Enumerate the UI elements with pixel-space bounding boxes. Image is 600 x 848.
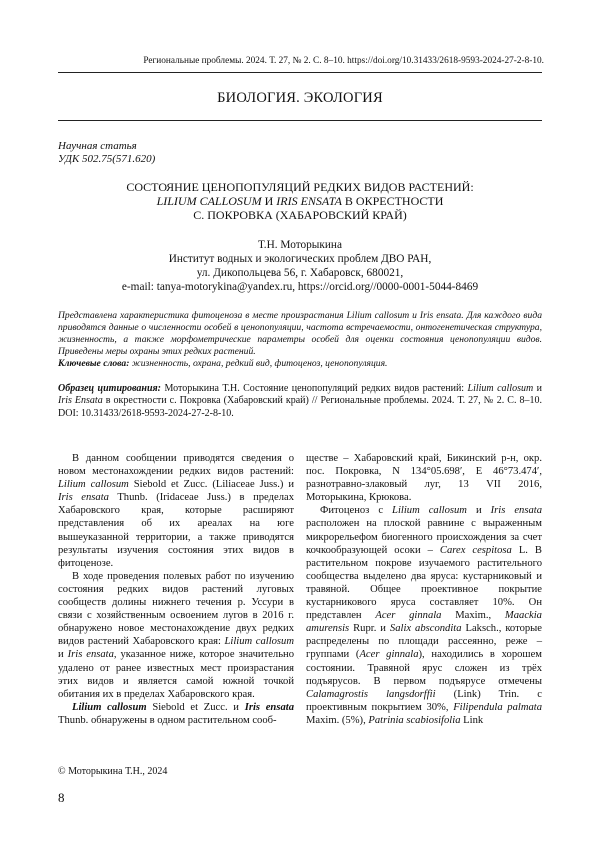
- body-column-left: [58, 452, 294, 727]
- author-name: Т.Н. Моторыкина: [258, 239, 342, 251]
- paragraph: ществе – Хабаровский край, Бикинский р-н, окр. пос. Покровка, N 134°05.698′, E 46°73.474′, разнотравно-злаковый луг, 13 VII 2016, Моторыкина, Крюкова.: [306, 453, 542, 504]
- text-run: Rupr. и: [349, 623, 390, 635]
- citation-label: Образец цитирования:: [58, 383, 162, 394]
- citation-text: Моторыкина Т.Н. Состояние ценопопуляций редких видов растений:: [161, 383, 468, 394]
- species-name: Acer ginnala: [375, 610, 442, 622]
- citation-rest[interactable]: в окрестности с. Покровка (Хабаровский край) // Региональные проблемы. 2024. Т. 27, № 2. С. 8–10. DOI: 10.31433/2618-9593-2024-27-2-8-10.: [58, 395, 543, 419]
- species-name: Iris ensata: [67, 649, 114, 661]
- title-line-3: С. ПОКРОВКА (ХАБАРОВСКИЙ КРАЙ): [193, 208, 407, 222]
- title-line-2-rest: В ОКРЕСТНОСТИ: [341, 194, 444, 208]
- text-run: Laksch., которые распределены по площади рассеянно, реже – группами (: [306, 623, 542, 661]
- author-block: [58, 238, 542, 294]
- text-run: Maxim.,: [441, 610, 505, 622]
- title-and: И: [261, 194, 277, 208]
- species-name: Filipendula palmata: [453, 701, 543, 713]
- species-name: Iris ensata: [58, 492, 109, 504]
- keywords: [58, 358, 542, 370]
- citation-species-1: Lilium callosum: [467, 383, 534, 394]
- citation-species-2: Iris Ensata: [58, 395, 103, 407]
- species-name: Calamagrostis langsdorffii: [306, 688, 436, 700]
- text-run: ), находились в хорошем состоянии. Травяной ярус сложен из трёх подъярусов. В первом подъярусе отмечены: [306, 649, 542, 687]
- title-line-1: СОСТОЯНИЕ ЦЕНОПОПУЛЯЦИЙ РЕДКИХ ВИДОВ РАСТЕНИЙ:: [126, 180, 474, 194]
- journal-header: Региональные проблемы. 2024. Т. 27, № 2. С. 8–10. https://doi.org/10.31433/2618-9593-2024-27-2-8-10.: [143, 56, 544, 66]
- author-address: ул. Дикопольцева 56, г. Хабаровск, 680021,: [196, 267, 404, 279]
- text-run: Фитоценоз с: [320, 505, 393, 517]
- species-name: Lilium callosum: [72, 701, 147, 713]
- text-run: Thunb. обнаружены в одном растительном сооб-: [58, 714, 277, 726]
- title-line-2: [58, 194, 542, 208]
- paragraph: [58, 570, 294, 701]
- header-rule: [58, 72, 542, 73]
- title-species-1: LILIUM CALLOSUM: [156, 194, 262, 208]
- species-name: Maackia amurensis: [306, 610, 542, 635]
- article-title: [58, 180, 542, 222]
- text-run: (Link) Trin. с проективным покрытием 30%,: [306, 688, 542, 713]
- abstract: Представлена характеристика фитоценоза в месте произрастания Lilium callosum и Iris ensata. Для каждого вида приводятся данные о численности особей в ценопопуляции, частота встречаемости, онтогенетическая структура, жизненность, а также морфометрические параметры особей для оценки состояния ценопопуляции видов. Приведены меры охраны этих редких растений.: [58, 310, 542, 357]
- paragraph: [306, 504, 542, 727]
- text-run: Siebold et Zucc. (Liliaceae Juss.) и: [128, 479, 295, 491]
- section-heading: БИОЛОГИЯ. ЭКОЛОГИЯ: [217, 90, 383, 106]
- species-name: Iris ensata: [490, 505, 542, 517]
- text-run: , указанное ниже, которое значительно удалено от ранее известных мест произрастания этих видов и является самой южной точкой обитания их в пределах Хабаровского края.: [58, 649, 294, 700]
- keywords-text: жизненность, охрана, редкий вид, фитоценоз, ценопопуляция.: [129, 358, 388, 369]
- text-run: расположен на плоской равнине с выраженным микрорельефом биогенного происхождения за счет кочкообразующей осоки –: [306, 518, 542, 556]
- citation: [58, 383, 542, 420]
- text-run: Link: [460, 714, 484, 726]
- paragraph: [58, 701, 294, 727]
- species-name: Lilium callosum: [392, 505, 467, 517]
- text-run: L. В растительном покрове изучаемого растительного сообщества выделено два яруса: кустарниковый и травяной. Общее проективное покрытие кустарникового яруса составляет 10%. Он представлен: [306, 544, 542, 622]
- text-run: Siebold et Zucc. и: [146, 701, 245, 713]
- page-number: 8: [58, 790, 65, 805]
- text-run: Maxim. (5%),: [306, 714, 369, 726]
- text-run: Thunb. (Iridaceae Juss.) в пределах Хабаровского края, которые расширяют представления об их ареалах на юге вышеуказанной территории, а также приводятся результаты изучения состояния этих видов в фитоценозе.: [58, 492, 294, 569]
- copyright: © Моторыкина Т.Н., 2024: [58, 766, 168, 777]
- text-run: В ходе проведения полевых работ по изучению состояния редких видов растений луговых сообществ долины нижнего течения р. Уссури в связи с хозяйственным освоением лугов в 2016 г. обнаружено новое местонахождение двух редких видов растений Хабаровского края:: [58, 570, 294, 648]
- citation-and: и: [533, 383, 542, 394]
- body-column-right: [306, 452, 542, 727]
- species-name: Lilium callosum: [224, 636, 295, 648]
- species-name: Lilium callosum: [58, 479, 129, 491]
- text-run: и: [58, 649, 68, 661]
- species-name: Iris ensata: [244, 701, 294, 713]
- title-species-2: IRIS ENSATA: [276, 194, 342, 208]
- author-contacts[interactable]: e-mail: tanya-motorykina@yandex.ru, https://orcid.org//0000-0001-5044-8469: [121, 281, 479, 293]
- udc-code: УДК 502.75(571.620): [58, 153, 156, 165]
- text-run: и: [466, 505, 491, 517]
- species-name: Carex cespitosa: [439, 544, 512, 556]
- species-name: Patrinia scabiosifolia: [368, 714, 461, 726]
- article-meta: [58, 140, 155, 166]
- species-name: Salix abscondita: [389, 623, 462, 635]
- species-name: Acer ginnala: [359, 649, 419, 661]
- text-run: В данном сообщении приводятся сведения о новом местонахождении редких видов растений:: [58, 453, 294, 478]
- author-institute: Институт водных и экологических проблем ДВО РАН,: [168, 253, 432, 265]
- section-rule: [58, 120, 542, 121]
- keywords-label: Ключевые слова:: [58, 358, 130, 369]
- paragraph: [58, 452, 294, 570]
- article-type: Научная статья: [58, 140, 137, 152]
